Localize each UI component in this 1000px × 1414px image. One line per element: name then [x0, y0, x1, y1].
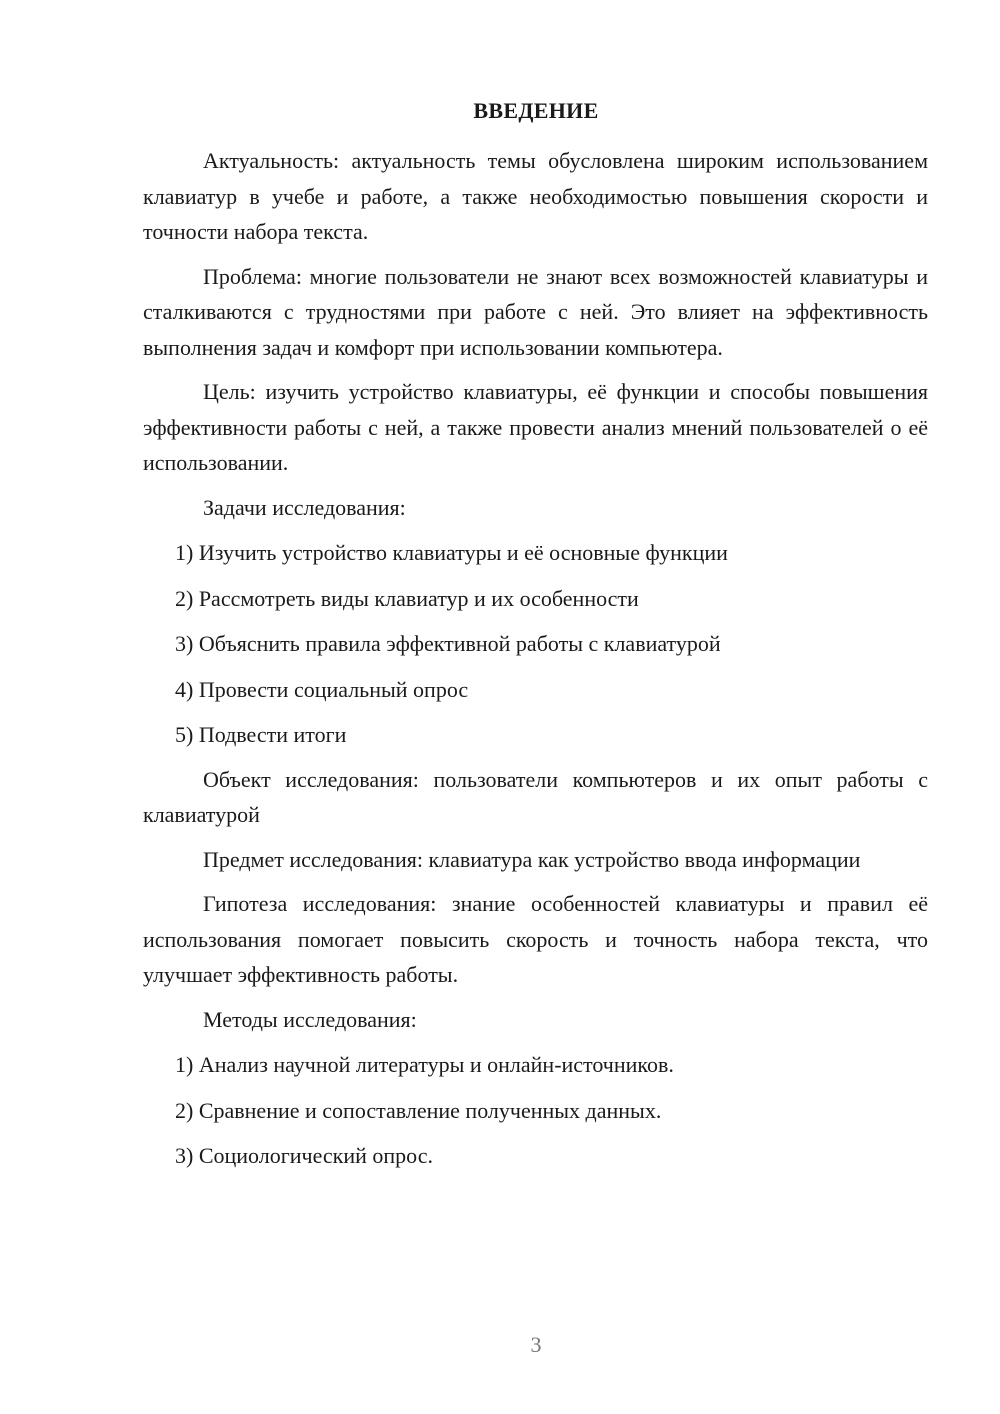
- paragraph-relevance: Актуальность: актуальность темы обусловлена широким использованием клавиатур в учебе и работе, а также необходимостью повышения скорости и точности набора текста.: [143, 148, 928, 244]
- list-item: 1) Анализ научной литературы и онлайн-источников.: [175, 1052, 674, 1077]
- paragraph-hypothesis: Гипотеза исследования: знание особенностей клавиатуры и правил её использования помогает повысить скорость и точность набора текста, что улучшает эффективность работы.: [143, 891, 928, 987]
- page-title: ВВЕДЕНИЕ: [473, 98, 599, 123]
- list-item: 4) Провести социальный опрос: [175, 676, 469, 702]
- list-item: 1) Изучить устройство клавиатуры и её основные функции: [175, 540, 728, 565]
- page-number: 3: [530, 1332, 542, 1357]
- page-content: [143, 143, 928, 1174]
- list-item: 3) Социологический опрос.: [175, 1143, 433, 1168]
- list-item: 2) Сравнение и сопоставление полученных данных.: [175, 1097, 662, 1123]
- methods-list: [143, 1047, 928, 1174]
- tasks-list: [143, 535, 928, 753]
- paragraph-problem: Проблема: многие пользователи не знают всех возможностей клавиатуры и сталкиваются с трудностями при работе с ней. Это влияет на эффективность выполнения задач и комфорт при использовании компьютера.: [143, 263, 928, 360]
- paragraph-goal: Цель: изучить устройство клавиатуры, её функции и способы повышения эффективности работы с ней, а также провести анализ мнений пользователей о её использовании.: [143, 379, 928, 475]
- list-item: 3) Объяснить правила эффективной работы с клавиатурой: [175, 631, 721, 656]
- methods-label: Методы исследования:: [203, 1006, 417, 1032]
- tasks-label: Задачи исследования:: [203, 494, 406, 520]
- paragraph-object: Объект исследования: пользователи компьютеров и их опыт работы с клавиатурой: [143, 766, 928, 827]
- paragraph-subject: Предмет исследования: клавиатура как устройство ввода информации: [203, 846, 861, 872]
- list-item: 5) Подвести итоги: [175, 722, 347, 747]
- list-item: 2) Рассмотреть виды клавиатур и их особенности: [175, 585, 639, 611]
